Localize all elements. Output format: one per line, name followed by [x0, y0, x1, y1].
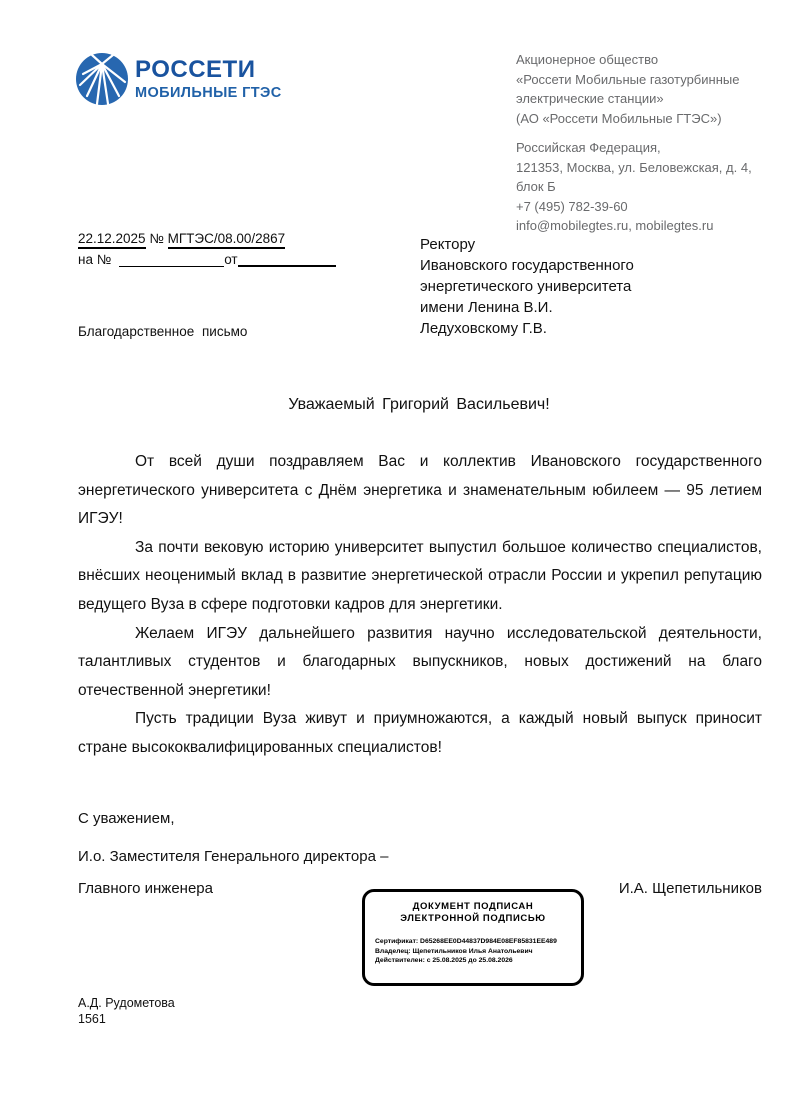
signer-position-line2: Главного инженера — [78, 880, 213, 897]
address-line: info@mobilegtes.ru, mobilegtes.ru — [516, 218, 714, 233]
company-name-block — [516, 50, 778, 128]
incoming-reference — [78, 252, 336, 267]
stamp-details — [375, 937, 571, 966]
org-line: «Россети Мобильные газотурбинные — [516, 71, 740, 87]
org-line: Акционерное общество — [516, 52, 659, 67]
stamp-title-line1: ДОКУМЕНТ ПОДПИСАН — [412, 901, 534, 912]
outgoing-reference — [78, 231, 336, 246]
letter-body — [78, 448, 762, 763]
logo-subtitle: МОБИЛЬНЫЕ ГТЭС — [135, 84, 282, 101]
executor-block — [78, 995, 175, 1027]
rosseti-globe-icon — [75, 52, 129, 106]
addressee-line: Ивановского государственного — [420, 257, 634, 274]
company-address-block — [516, 138, 778, 236]
stamp-validity: Действителен: с 25.08.2025 до 25.08.2026 — [375, 957, 513, 964]
letter-number: МГТЭС/08.00/2867 — [168, 231, 286, 249]
addressee-block — [420, 234, 634, 339]
reply-prefix: на № — [78, 252, 112, 267]
executor-name: А.Д. Рудометова — [78, 996, 175, 1010]
reply-number-blank-line — [119, 253, 224, 267]
body-paragraph: Желаем ИГЭУ дальнейшего развития научно исследовательской деятельности, талантливых студентов и благодарных выпускников, новых достижений на благо отечественной энергетики! — [78, 624, 762, 699]
stamp-owner: Владелец: Щепетильников Илья Анатольевич — [375, 947, 533, 955]
stamp-certificate: Сертификат: D65268EE0D44837D984E08EF85831EE489 — [375, 938, 557, 945]
org-line: электрические станции» — [516, 91, 664, 106]
reply-from-label: от — [224, 252, 238, 267]
addressee-line: Ректору — [420, 236, 476, 253]
addressee-line: Ледуховскому Г.В. — [420, 320, 547, 337]
body-paragraph: От всей души поздравляем Вас и коллектив Ивановского государственного энергетического университета с Днём энергетика и знаменательным юбилеем — 95 летием ИГЭУ! — [78, 453, 762, 528]
address-line: 121353, Москва, ул. Беловежская, д. 4, блок Б — [516, 159, 752, 194]
body-paragraph: Пусть традиции Вуза живут и приумножаются, а каждый новый выпуск приносит стране высококвалифицированных специалистов! — [78, 710, 762, 756]
number-sign: № — [149, 231, 164, 246]
letter-subject: Благодарственное письмо — [78, 324, 248, 339]
logo-title: РОССЕТИ — [135, 55, 256, 83]
body-paragraph: За почти вековую историю университет выпустил большое количество специалистов, внёсших неоценимый вклад в развитие энергетической отрасли России и укрепил репутацию ведущего Вуза в сфере подготовки кадров для энергетики. — [78, 538, 762, 613]
signer-name: И.А. Щепетильников — [618, 880, 762, 897]
salutation: Уважаемый Григорий Васильевич! — [288, 396, 550, 413]
stamp-title — [375, 901, 571, 925]
addressee-line: имени Ленина В.И. — [420, 299, 553, 316]
logo-wordmark — [135, 55, 282, 101]
address-line: +7 (495) 782-39-60 — [516, 198, 628, 214]
stamp-title-line2: ЭЛЕКТРОННОЙ ПОДПИСЬЮ — [400, 913, 546, 924]
addressee-line: энергетического университета — [420, 278, 632, 295]
org-line: (АО «Россети Мобильные ГТЭС») — [516, 110, 722, 126]
letter-date: 22.12.2025 — [78, 231, 146, 249]
executor-phone: 1561 — [78, 1012, 106, 1026]
reply-date-blank-line — [238, 253, 336, 267]
closing-phrase: С уважением, — [78, 810, 175, 827]
company-details — [516, 50, 778, 236]
electronic-signature-stamp — [362, 889, 584, 986]
address-line: Российская Федерация, — [516, 140, 661, 155]
reference-block — [78, 231, 336, 267]
signer-position-line1: И.о. Заместителя Генерального директора – — [78, 848, 389, 865]
company-logo — [75, 52, 282, 106]
